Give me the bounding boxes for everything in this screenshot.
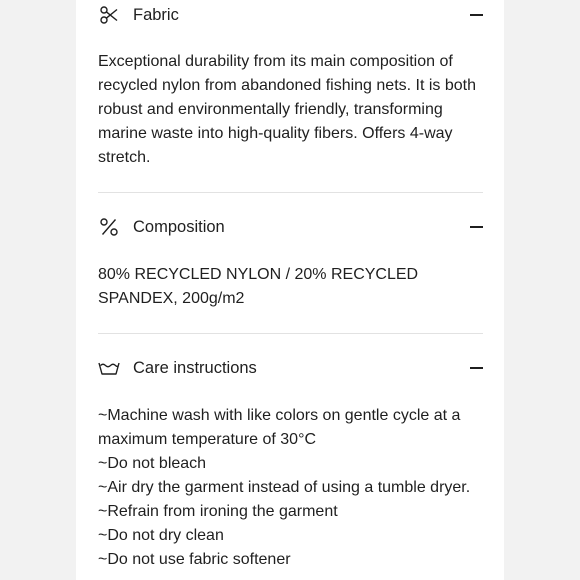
fabric-title: Fabric: [133, 5, 179, 24]
fabric-description: Exceptional durability from its main composition of recycled nylon from abandoned fishing nets. It is both robust and environmentally friendly, transforming marine waste into high-quality fibers. Offers 4-way stretch.: [98, 53, 476, 166]
list-item: ~Air dry the garment instead of using a tumble dryer.: [98, 479, 471, 496]
care-section: [98, 353, 483, 568]
composition-description: 80% RECYCLED NYLON / 20% RECYCLED SPANDEX, 200g/m2: [98, 266, 419, 307]
collapse-icon[interactable]: [470, 367, 483, 369]
composition-accordion-header[interactable]: [98, 212, 483, 242]
collapse-icon[interactable]: [470, 226, 483, 228]
fabric-accordion-header[interactable]: [98, 0, 483, 30]
list-item: ~Refrain from ironing the garment: [98, 503, 338, 520]
list-item: ~Do not use fabric softener: [98, 551, 291, 568]
divider: [98, 192, 483, 193]
product-details-panel: [76, 0, 504, 580]
fabric-section: [98, 0, 483, 166]
composition-section: [98, 212, 483, 307]
collapse-icon[interactable]: [470, 14, 483, 16]
percent-icon: [98, 216, 120, 238]
list-item: ~Machine wash with like colors on gentle cycle at a maximum temperature of 30°C: [98, 407, 461, 448]
composition-title: Composition: [133, 217, 225, 236]
care-instructions-list: [98, 404, 483, 572]
list-item: ~Do not bleach: [98, 455, 207, 472]
care-accordion-header[interactable]: [98, 353, 483, 383]
care-title: Care instructions: [133, 358, 257, 377]
list-item: ~Do not dry clean: [98, 527, 224, 544]
wash-tub-icon: [98, 357, 120, 379]
scissors-icon: [98, 4, 120, 26]
divider: [98, 333, 483, 334]
